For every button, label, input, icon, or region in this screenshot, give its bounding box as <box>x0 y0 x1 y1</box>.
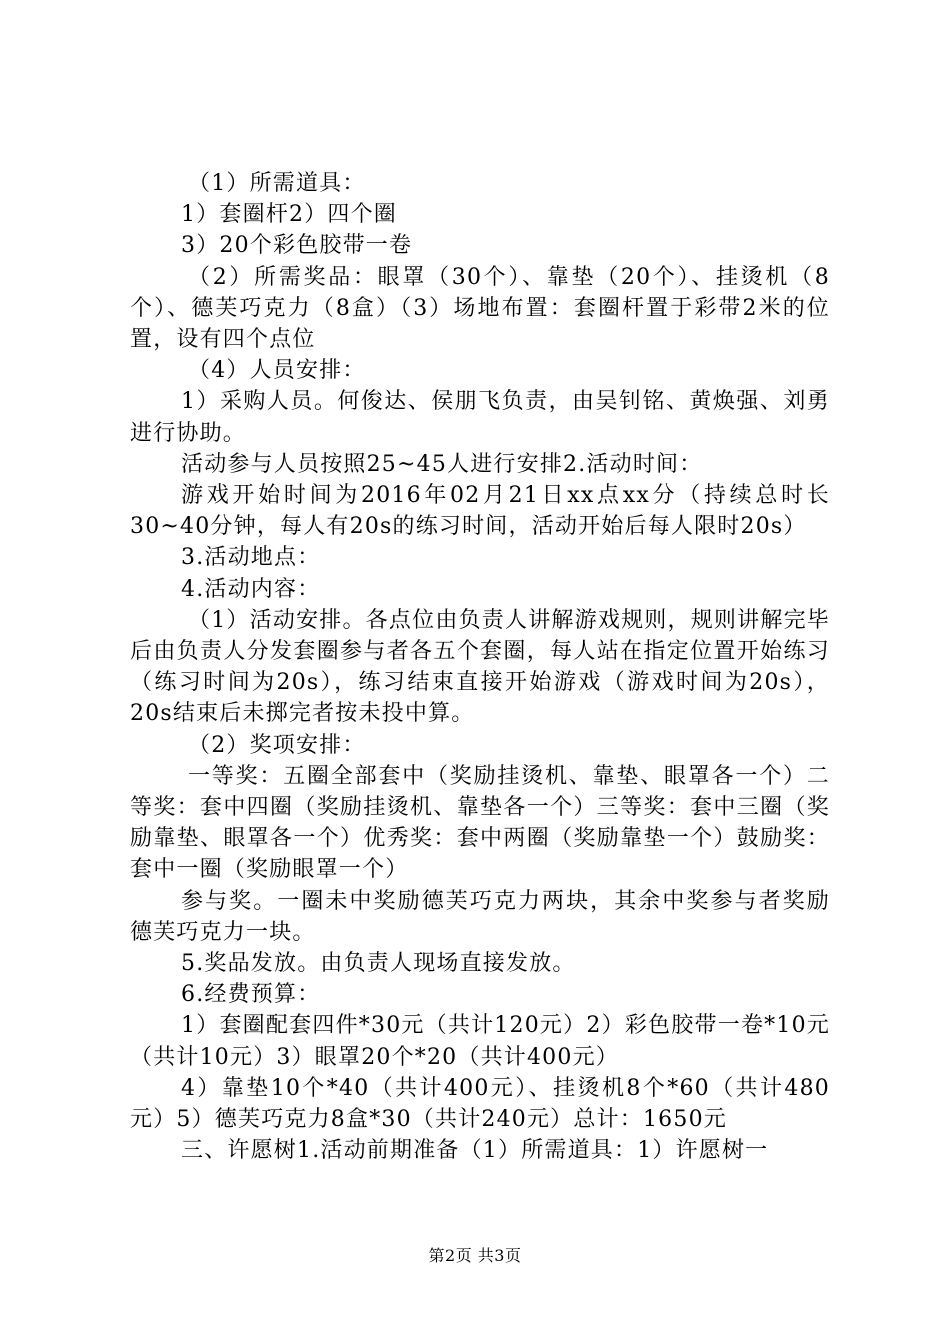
paragraph: 1）采购人员。何俊达、侯朋飞负责，由吴钊铭、黄焕强、刘勇进行协助。 <box>130 389 830 446</box>
paragraph: （2）奖项安排： <box>188 732 366 758</box>
paragraph: （2）所需奖品：眼罩（30个）、靠垫（20个）、挂烫机（8个）、德芙巧克力（8盒）（3）场地布置：套圈杆置于彩带2米的位置，设有四个点位 <box>130 264 830 353</box>
paragraph: 参与奖。一圈未中奖励德芙巧克力两块，其余中奖参与者奖励德芙巧克力一块。 <box>130 888 830 945</box>
paragraph: 一等奖：五圈全部套中（奖励挂烫机、靠垫、眼罩各一个）二等奖：套中四圈（奖励挂烫机、靠垫各一个）三等奖：套中三圈（奖励靠垫、眼罩各一个）优秀奖：套中两圈（奖励靠垫一个）鼓励奖：套中一圈（奖励眼罩一个） <box>130 763 830 883</box>
paragraph: 3）20个彩色胶带一卷 <box>181 233 413 259</box>
paragraph: 1）套圈配套四件*30元（共计120元）2）彩色胶带一卷*10元（共计10元）3）眼罩20个*20（共计400元） <box>130 1013 830 1070</box>
paragraph: 1）套圈杆2）四个圈 <box>181 202 397 228</box>
paragraph: 5.奖品发放。由负责人现场直接发放。 <box>181 951 576 977</box>
document-body <box>130 168 830 1167</box>
page-footer: 第2页 共3页 <box>428 1246 522 1265</box>
paragraph: 三、许愿树1.活动前期准备（1）所需道具：1）许愿树一 <box>181 1138 769 1164</box>
paragraph: （1）所需道具： <box>188 171 366 196</box>
paragraph: 活动参与人员按照25~45人进行安排2.活动时间： <box>181 451 703 477</box>
paragraph: （4）人员安排： <box>188 358 366 384</box>
paragraph: 4.活动内容： <box>181 576 321 602</box>
paragraph: （1）活动安排。各点位由负责人讲解游戏规则，规则讲解完毕后由负责人分发套圈参与者各五个套圈，每人站在指定位置开始练习（练习时间为20s），练习结束直接开始游戏（游戏时间为20s），20s结束后未掷完者按未投中算。 <box>130 607 830 727</box>
paragraph: 3.活动地点： <box>181 545 321 571</box>
paragraph: 游戏开始时间为2016年02月21日xx点xx分（持续总时长30~40分钟，每人有20s的练习时间，活动开始后每人限时20s） <box>130 483 830 540</box>
paragraph: 4）靠垫10个*40（共计400元）、挂烫机8个*60（共计480元）5）德芙巧克力8盒*30（共计240元）总计：1650元 <box>130 1075 830 1133</box>
paragraph: 6.经费预算： <box>181 982 321 1008</box>
